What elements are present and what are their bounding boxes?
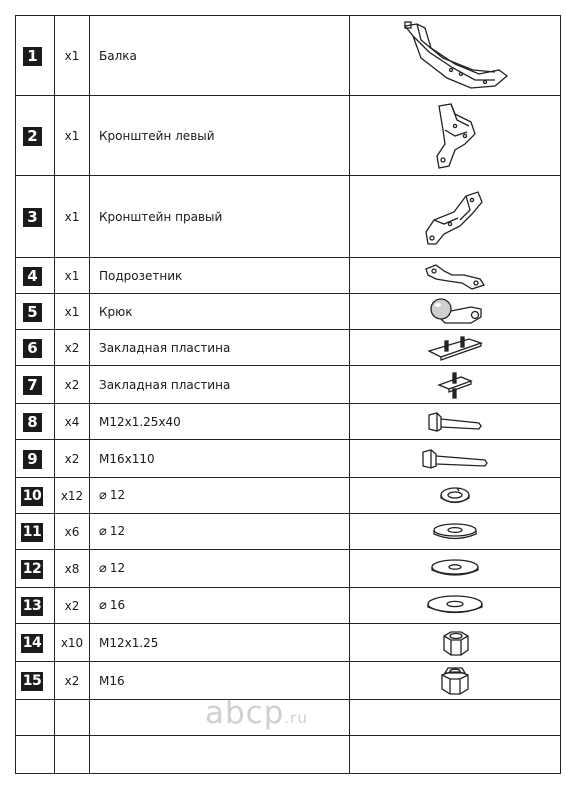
item-number: 9 [23, 450, 42, 469]
item-quantity: x6 [55, 514, 90, 550]
item-number: 13 [22, 598, 42, 614]
item-name: Закладная пластина [90, 366, 350, 404]
watermark-tld: .ru [284, 709, 308, 727]
watermark-logo [205, 695, 308, 731]
table-row [16, 662, 561, 700]
item-number: 7 [23, 376, 42, 395]
item-quantity: x1 [55, 176, 90, 258]
item-name: 12 [109, 488, 126, 502]
table-row [16, 96, 561, 176]
table-row [16, 588, 561, 624]
item-quantity: x1 [55, 96, 90, 176]
diameter-symbol: ⌀ [99, 598, 107, 613]
table-row [16, 550, 561, 588]
item-number: 8 [23, 413, 42, 432]
item-number: 14 [22, 635, 42, 651]
item-quantity: x2 [55, 366, 90, 404]
table-row [16, 514, 561, 550]
bolt-icon [425, 409, 485, 435]
table-row [16, 16, 561, 96]
item-quantity: x1 [55, 294, 90, 330]
right-bracket-icon [420, 184, 490, 250]
item-name: M12x1.25 [90, 624, 350, 662]
table-row [16, 440, 561, 478]
item-quantity: x8 [55, 550, 90, 588]
item-number: 2 [23, 127, 42, 146]
item-number: 5 [23, 303, 42, 322]
tow-bar-beam-icon [395, 18, 515, 94]
watermark-brand: abcp [205, 695, 285, 731]
item-quantity: x2 [55, 440, 90, 478]
item-name: 16 [109, 598, 126, 612]
item-number: 6 [23, 339, 42, 358]
wide-washer-icon [428, 557, 482, 581]
large-washer-icon [424, 593, 486, 619]
item-number: 10 [22, 488, 42, 504]
table-row [16, 294, 561, 330]
item-name: M12x1.25x40 [90, 404, 350, 440]
item-number: 4 [23, 267, 42, 286]
hex-nut-icon [438, 628, 472, 658]
mounting-plate-icon [435, 369, 475, 401]
table-row [16, 478, 561, 514]
item-name: Крюк [90, 294, 350, 330]
item-quantity: x2 [55, 330, 90, 366]
item-number: 15 [22, 673, 42, 689]
item-quantity: x4 [55, 404, 90, 440]
spring-washer-icon [437, 485, 473, 507]
lock-nut-icon [436, 664, 474, 698]
diameter-symbol: ⌀ [99, 561, 107, 576]
diameter-symbol: ⌀ [99, 524, 107, 539]
diameter-symbol: ⌀ [99, 488, 107, 503]
item-name: 12 [109, 561, 126, 575]
item-name: Подрозетник [90, 258, 350, 294]
item-quantity: x1 [55, 16, 90, 96]
table-row [16, 404, 561, 440]
table-row [16, 330, 561, 366]
item-quantity: x10 [55, 624, 90, 662]
long-bolt-icon [419, 446, 491, 472]
item-quantity: x1 [55, 258, 90, 294]
flat-washer-icon [430, 521, 480, 543]
table-row [16, 258, 561, 294]
left-bracket-icon [425, 100, 485, 172]
item-name: Кронштейн левый [90, 96, 350, 176]
item-number: 3 [23, 208, 42, 227]
item-quantity: x2 [55, 662, 90, 700]
mounting-plate-icon [425, 333, 485, 363]
item-name: Закладная пластина [90, 330, 350, 366]
item-quantity: x2 [55, 588, 90, 624]
table-row [16, 176, 561, 258]
item-name: Кронштейн правый [90, 176, 350, 258]
item-name: M16x110 [90, 440, 350, 478]
item-name: M16 [90, 662, 350, 700]
item-number: 1 [23, 47, 42, 66]
table-row [16, 366, 561, 404]
item-name: 12 [109, 524, 126, 538]
socket-holder-icon [422, 261, 488, 291]
table-row-empty [16, 736, 561, 774]
item-number: 12 [22, 561, 42, 577]
tow-ball-hook-icon [423, 295, 487, 329]
table-row [16, 624, 561, 662]
parts-table [15, 15, 561, 774]
item-name: Балка [90, 16, 350, 96]
item-quantity: x12 [55, 478, 90, 514]
item-number: 11 [22, 524, 42, 540]
